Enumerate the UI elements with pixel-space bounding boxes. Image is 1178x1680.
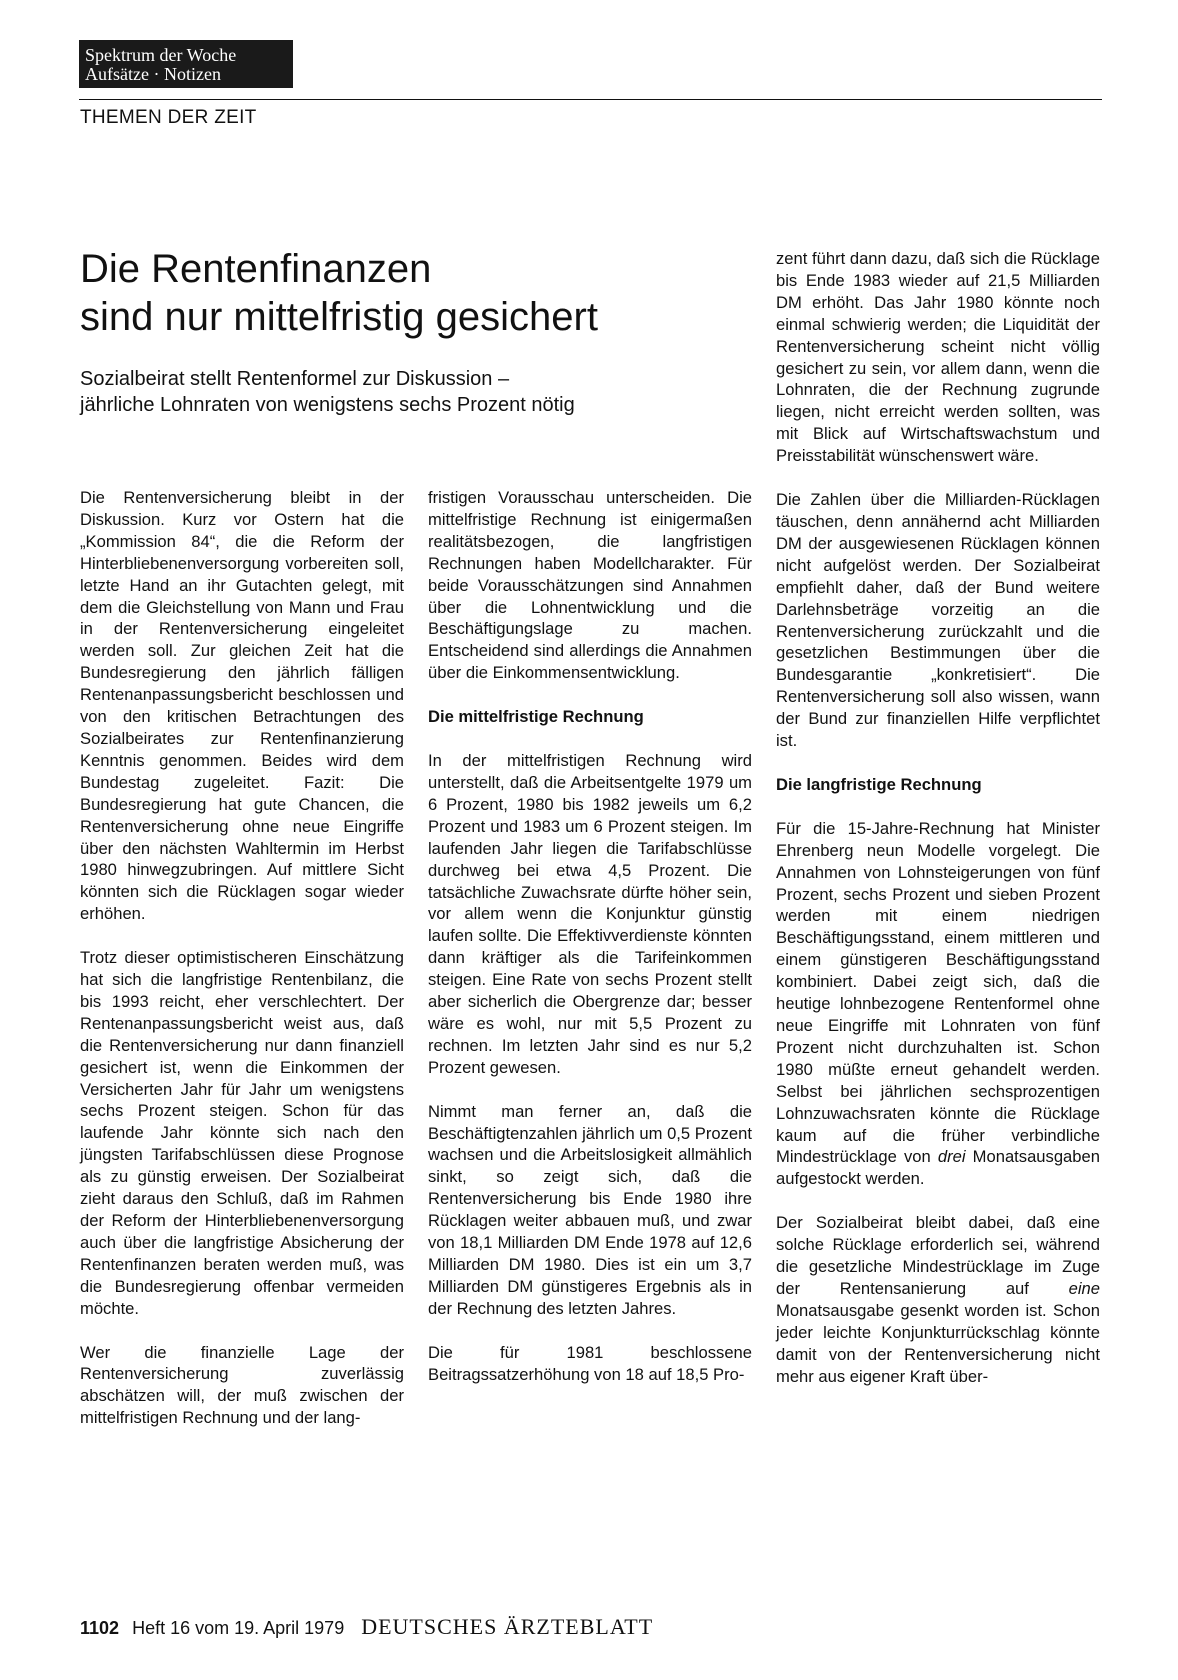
paragraph: [776, 818, 1100, 1190]
paragraph: [776, 1212, 1100, 1387]
paragraph: Die Zahlen über die Milliarden-Rücklagen täuschen, denn annähernd acht Milliarden DM der ausgewiesenen Rücklagen können nicht aufgelöst werden. Der Sozialbeirat empfiehlt daher, daß der Bund weitere Darlehnsbeträge vorzeitig an die Rentenversicherung zurückzahlt und die gesetzlichen Bestimmungen über die Bundesgarantie „konkretisiert“. Die Rentenversicherung soll also wissen, wann der Bund zur finanziellen Hilfe verpflichtet ist.: [776, 490, 1100, 751]
text-column-3: [776, 248, 1100, 1410]
section-brand-box: [79, 40, 293, 88]
subtitle-line-2: jährliche Lohnraten von wenigstens sechs Prozent nötig: [80, 394, 575, 416]
paragraph-text: Monatsausgaben aufgestockt werden.: [776, 1147, 1100, 1189]
subtitle-line-1: Sozialbeirat stellt Rentenformel zur Diskussion –: [80, 368, 510, 390]
paragraph: Trotz dieser optimistischeren Einschätzung hat sich die langfristige Rentenbilanz, die bis 1993 reicht, eher verschlechtert. Der Rentenanpassungsbericht weist aus, daß die Rentenversicherung nur dann finanziell gesichert ist, wenn die Einkommen der Versicherten Jahr für Jahr um wenigstens sechs Prozent steigen. Schon für das laufende Jahr könnte sich nach den jüngsten Tarifabschlüssen diese Prognose als zu günstig erweisen. Der Sozialbeirat zieht daraus den Schluß, daß im Rahmen der Reform der Hinterbliebenenversorgung auch über die langfristige Absicherung der Rentenfinanzen beraten werden muß, was die Bundesregierung offenbar vermeiden möchte.: [80, 948, 404, 1318]
paragraph: zent führt dann dazu, daß sich die Rücklage bis Ende 1983 wieder auf 21,5 Milliarden DM erhöht. Das Jahr 1980 könnte noch einmal schwierig werden; die Liquidität der Rentenversicherung scheint nicht völlig gesichert zu sein, vor allem dann, wenn die Lohnraten, die der Rechnung zugrunde liegen, nicht erreicht werden sollten, was mit Blick auf Wirtschaftswachstum und Preisstabilität wünschenswert wäre.: [776, 249, 1100, 466]
emphasis-eine: eine: [1068, 1278, 1100, 1298]
text-column-1: [80, 487, 404, 1451]
header-rule: [79, 99, 1102, 100]
emphasis-drei: drei: [937, 1147, 966, 1167]
subheading-mittelfristig: Die mittelfristige Rechnung: [428, 707, 644, 727]
headline-line-2: sind nur mittelfristig gesichert: [80, 295, 598, 339]
issue-info: Heft 16 vom 19. April 1979: [132, 1618, 345, 1638]
paragraph: Nimmt man ferner an, daß die Beschäftigtenzahlen jährlich um 0,5 Prozent wachsen und die Arbeitslosigkeit allmählich sinkt, so zeigt sich, daß die Rentenversicherung bis Ende 1980 ihre Rücklagen weiter abbauen muß, und zwar von 18,1 Milliarden DM Ende 1978 auf 12,6 Milliarden DM 1980. Dies ist ein um 3,7 Milliarden DM günstigeres Ergebnis als in der Rechnung des letzten Jahres.: [428, 1101, 752, 1318]
paragraph: fristigen Vorausschau unterscheiden. Die mittelfristige Rechnung ist einigermaßen realitätsbezogen, die langfristigen Rechnungen haben Modellcharakter. Für beide Vorausschätzungen sind Annahmen über die Lohnentwicklung und die Beschäftigungslage zu machen. Entscheidend sind allerdings die Annahmen über die Einkommensentwicklung.: [428, 488, 752, 683]
paragraph: In der mittelfristigen Rechnung wird unterstellt, daß die Arbeitsentgelte 1979 um 6 Prozent, 1980 bis 1982 jeweils um 6,2 Prozent und 1983 um 6 Prozent steigen. Im laufenden Jahr liegen die Tarifabschlüsse durchweg bei etwa 4,5 Prozent. Die tatsächliche Zuwachsrate dürfte höher sein, vor allem wenn die Konjunktur günstig laufen sollte. Die Effektivverdienste könnten dann kräftiger als die Tarifeinkommen steigen. Eine Rate von sechs Prozent stellt aber sicherlich die Obergrenze dar; besser wäre es wohl, nur mit 5,5 Prozent zu rechnen. Im letzten Jahr sind es nur 5,2 Prozent gewesen.: [428, 751, 752, 1077]
paragraph: Wer die finanzielle Lage der Rentenversicherung zuverlässig abschätzen will, der muß zwischen der mittelfristigen Rechnung und der lang-: [80, 1342, 404, 1428]
section-label: THEMEN DER ZEIT: [80, 107, 257, 128]
text-column-2: [428, 487, 752, 1408]
article-headline: [80, 245, 700, 341]
headline-line-1: Die Rentenfinanzen: [80, 247, 432, 291]
page-number: 1102: [80, 1618, 120, 1638]
brand-line-2: Aufsätze · Notizen: [85, 64, 221, 84]
article-subtitle: [80, 366, 700, 418]
journal-title: DEUTSCHES ÄRZTEBLATT: [361, 1614, 654, 1639]
paragraph: Die Rentenversicherung bleibt in der Diskussion. Kurz vor Ostern hat die „Kommission 84“, die die Reform der Hinterbliebenenversorgung vorbereiten soll, letzte Hand an ihr Gutachten gelegt, mit dem die Gleichstellung von Mann und Frau in der Rentenversicherung eingeleitet werden soll. Zur gleichen Zeit hat die Bundesregierung den jährlich fälligen Rentenanpassungsbericht beschlossen und von den kritischen Betrachtungen des Sozialbeirates zur Rentenfinanzierung Kenntnis genommen. Beides wird dem Bundestag zugeleitet. Fazit: Die Bundesregierung hat gute Chancen, die Rentenversicherung ohne neue Eingriffe über den nächsten Wahltermin im Herbst 1980 hinwegzubringen. Auf mittlere Sicht könnten sich die Rücklagen sogar wieder erhöhen.: [80, 488, 404, 924]
brand-line-1: Spektrum der Woche: [85, 45, 237, 65]
paragraph-text: Monatsausgabe gesenkt worden ist. Schon jeder leichte Konjunkturrückschlag könnte damit von der Rentenversicherung nicht mehr aus eigener Kraft über-: [776, 1300, 1100, 1386]
paragraph-text: Der Sozialbeirat bleibt dabei, daß eine solche Rücklage erforderlich sei, während die gesetzliche Mindestrücklage im Zuge der Rentensanierung auf: [776, 1213, 1100, 1298]
paragraph-text: Für die 15-Jahre-Rechnung hat Minister Ehrenberg neun Modelle vorgelegt. Die Annahmen von Lohnsteigerungen von fünf Prozent, sechs Prozent und sieben Prozent werden mit einem niedrigen Beschäftigungsstand, einem mittleren und einem günstigeren Beschäftigungsstand kombiniert. Dabei zeigt sich, daß die heutige lohnbezogene Rentenformel ohne neue Eingriffe mit Lohnraten von fünf Prozent nicht durchzuhalten ist. Schon 1980 müßte erneut gehandelt werden. Selbst bei jährlichen sechsprozentigen Lohnzuwachsraten könnte die Rücklage kaum auf die früher verbindliche Mindestrücklage von: [776, 818, 1100, 1167]
paragraph: Die für 1981 beschlossene Beitragssatzerhöhung von 18 auf 18,5 Pro-: [428, 1342, 752, 1384]
page-footer: [80, 1614, 653, 1640]
subheading-langfristig: Die langfristige Rechnung: [776, 774, 982, 794]
